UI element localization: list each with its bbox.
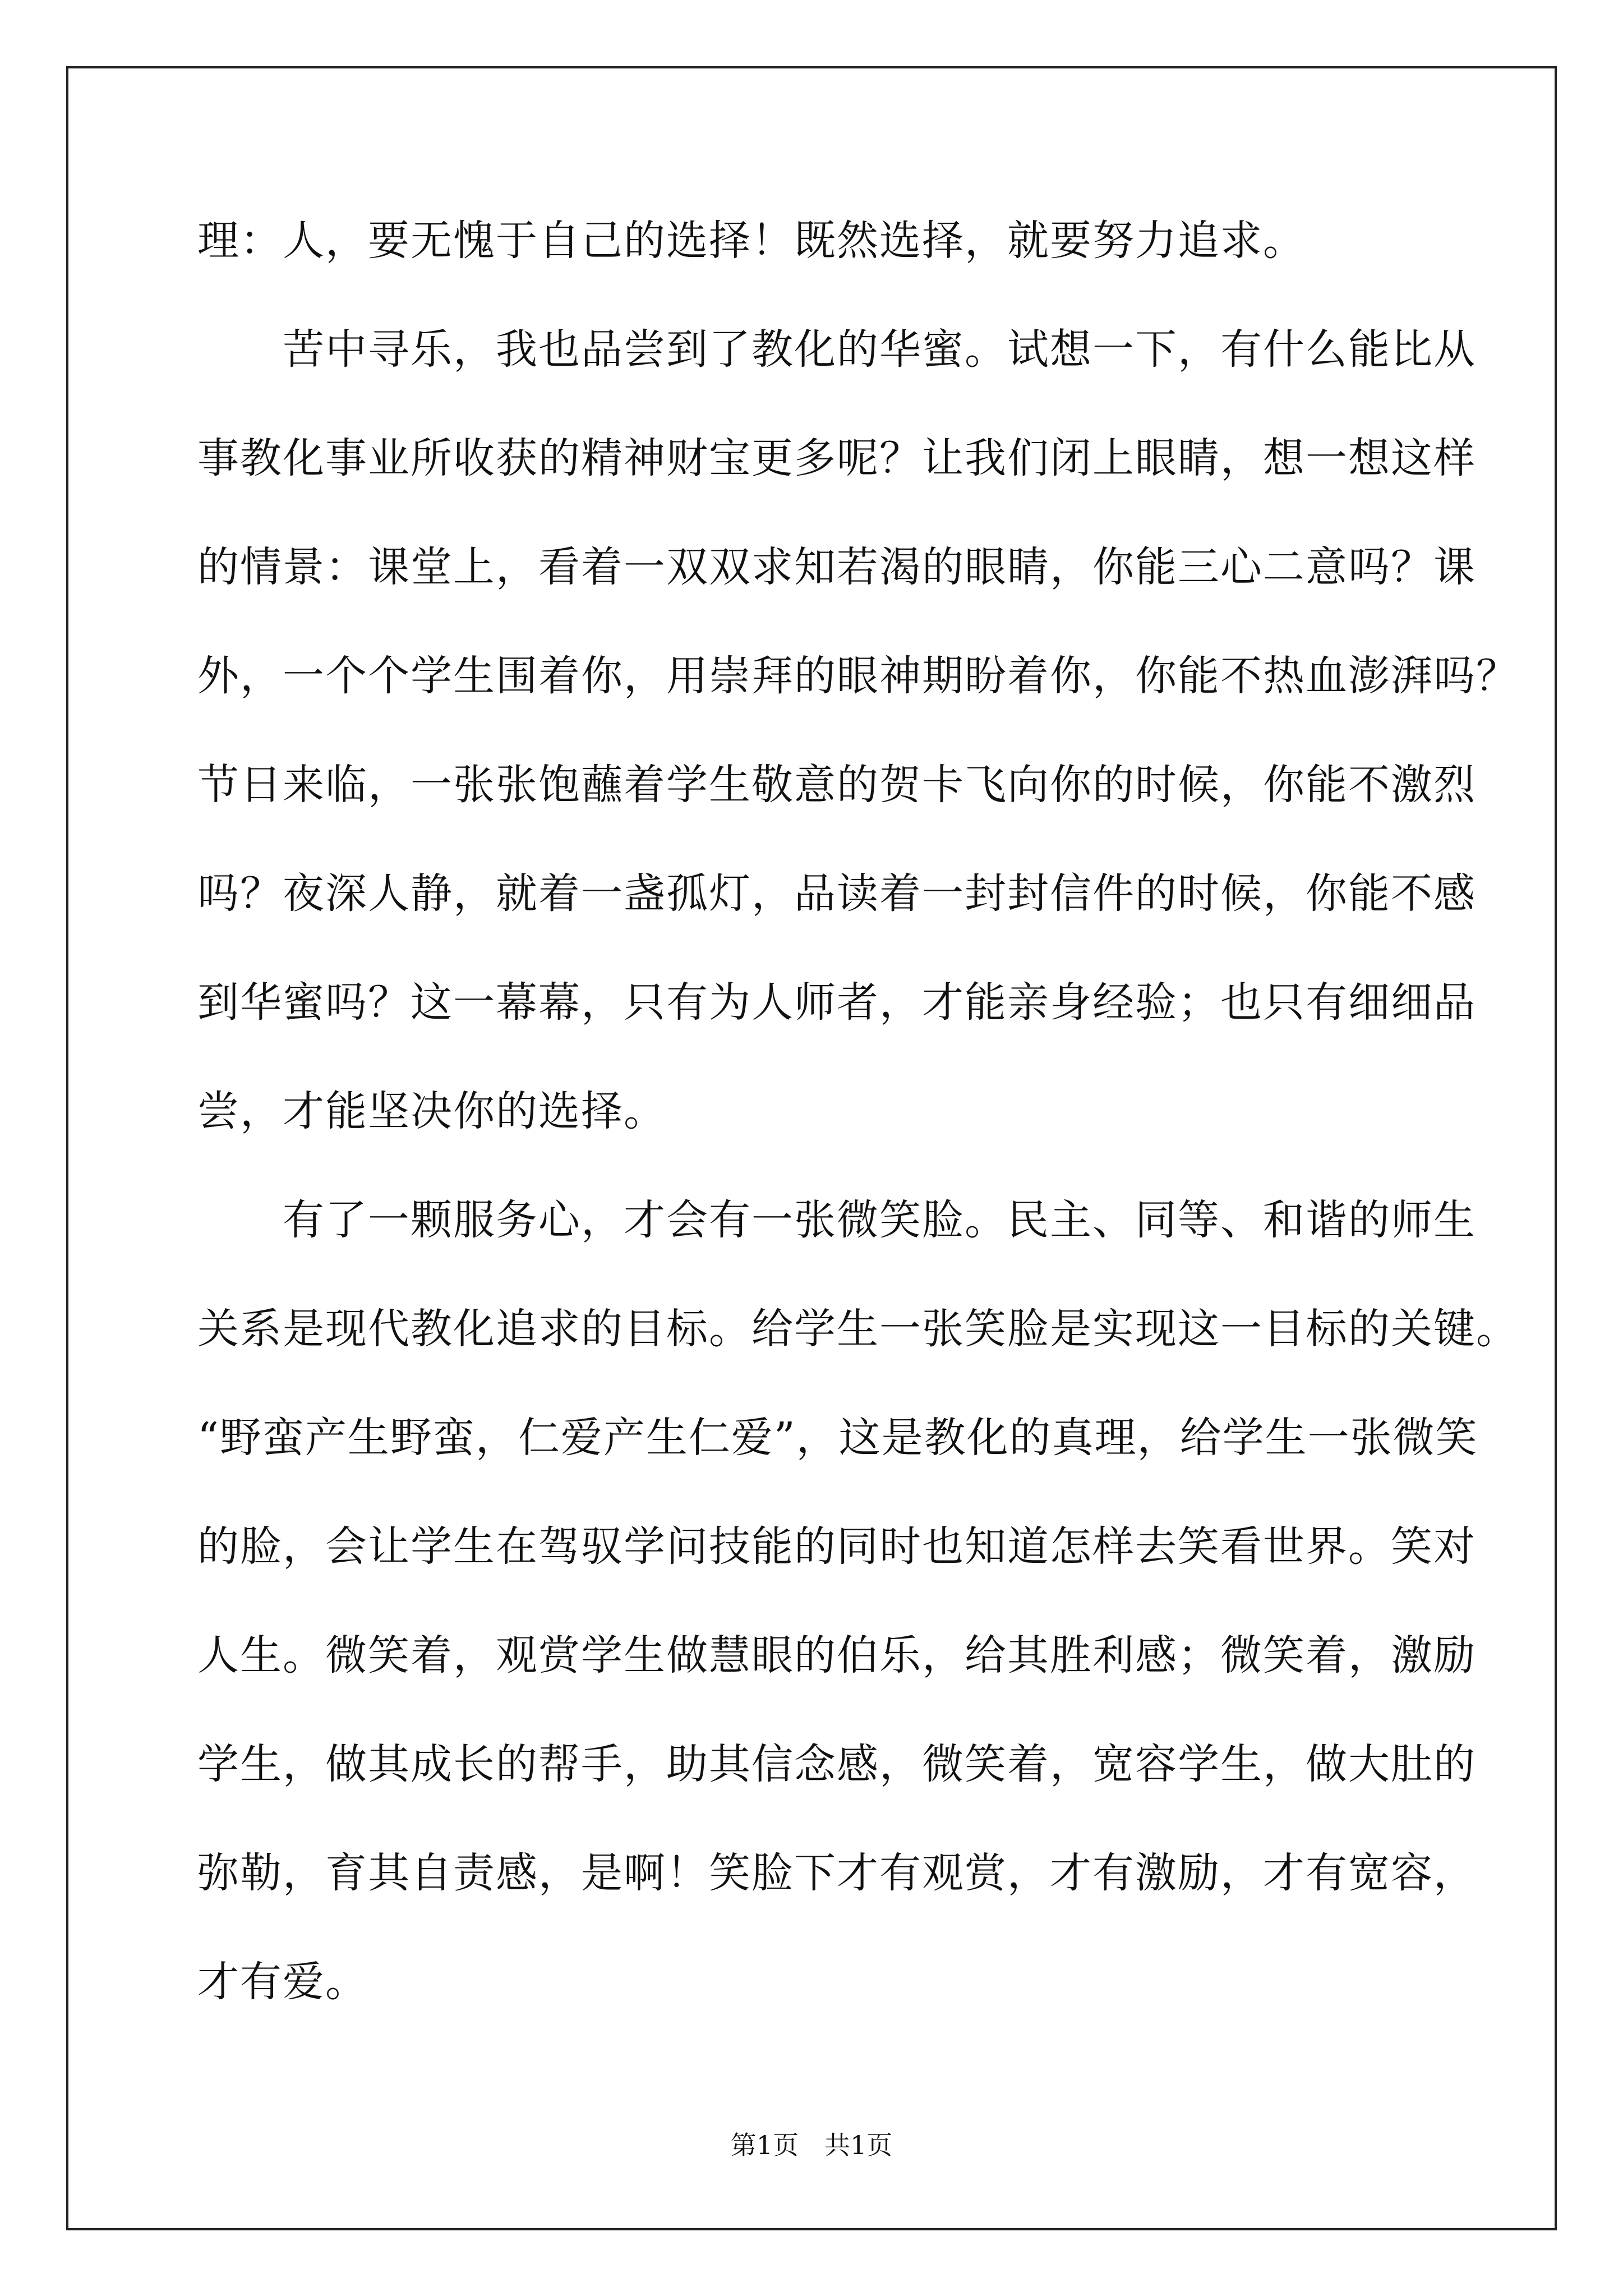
text-line: 才有爱。 bbox=[197, 1958, 368, 2006]
text-line: 的情景：课堂上，看着一双双求知若渴的眼睛，你能三心二意吗？课 bbox=[197, 543, 1476, 591]
text-line: 到华蜜吗？这一幕幕，只有为人师者，才能亲身经验；也只有细细品 bbox=[197, 978, 1476, 1027]
text-line: 节日来临，一张张饱蘸着学生敬意的贺卡飞向你的时候，你能不激烈 bbox=[197, 761, 1476, 809]
text-line: 的脸，会让学生在驾驭学问技能的同时也知道怎样去笑看世界。笑对 bbox=[197, 1522, 1476, 1571]
page-border bbox=[66, 66, 1557, 2230]
page-number-footer: 第1页 共1页 bbox=[730, 2130, 893, 2160]
text-line: “野蛮产生野蛮，仁爱产生仁爱”，这是教化的真理，给学生一张微笑 bbox=[197, 1414, 1478, 1462]
text-line: 吗？夜深人静，就着一盏孤灯，品读着一封封信件的时候，你能不感 bbox=[197, 869, 1476, 918]
text-line: 尝，才能坚决你的选择。 bbox=[197, 1087, 666, 1135]
text-line: 有了一颗服务心，才会有一张微笑脸。民主、同等、和谐的师生 bbox=[197, 1196, 1476, 1244]
text-line: 关系是现代教化追求的目标。给学生一张笑脸是实现这一目标的关键。 bbox=[197, 1305, 1519, 1353]
text-line: 事教化事业所收获的精神财宝更多呢？让我们闭上眼睛，想一想这样 bbox=[197, 434, 1476, 482]
text-line: 弥勒，育其自责感，是啊！笑脸下才有观赏，才有激励，才有宽容， bbox=[197, 1849, 1476, 1897]
text-line: 外，一个个学生围着你，用崇拜的眼神期盼着你，你能不热血澎湃吗？ bbox=[197, 652, 1519, 700]
text-line: 苦中寻乐，我也品尝到了教化的华蜜。试想一下，有什么能比从 bbox=[197, 325, 1476, 374]
text-line: 理：人，要无愧于自己的选择！既然选择，就要努力追求。 bbox=[197, 217, 1306, 265]
text-line: 人生。微笑着，观赏学生做慧眼的伯乐，给其胜利感；微笑着，激励 bbox=[197, 1631, 1476, 1680]
text-line: 学生，做其成长的帮手，助其信念感，微笑着，宽容学生，做大肚的 bbox=[197, 1740, 1476, 1788]
